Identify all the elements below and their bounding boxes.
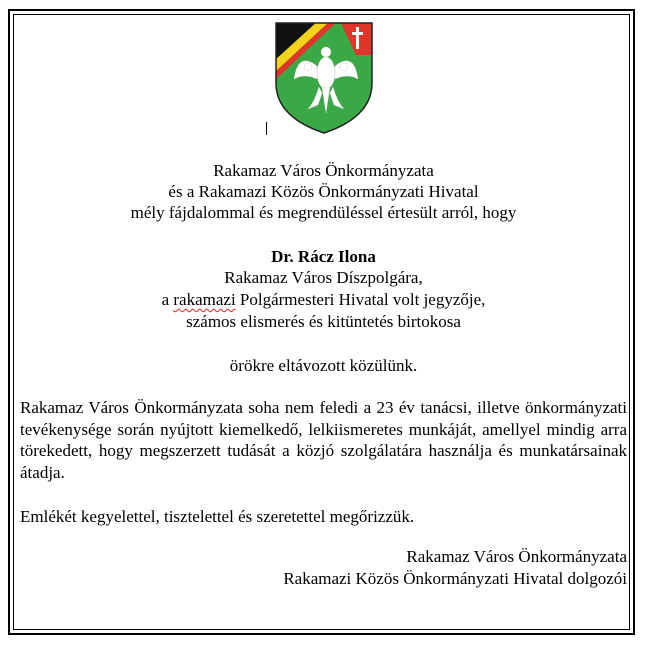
header-line-3: mély fájdalommal és megrendüléssel értesült arról, hogy bbox=[130, 203, 517, 222]
header-line-2: és a Rakamazi Közös Önkormányzati Hivatal bbox=[168, 182, 479, 201]
title2-suffix: Polgármesteri Hivatal volt jegyzője, bbox=[235, 290, 486, 309]
title2-prefix: a bbox=[161, 290, 174, 309]
deceased-title-2 bbox=[0, 289, 647, 310]
deceased-title-3: számos elismerés és kitüntetés birtokosa bbox=[186, 312, 461, 331]
deceased-name: Dr. Rácz Ilona bbox=[271, 247, 376, 266]
stray-mark bbox=[266, 122, 267, 135]
deceased-title-1: Rakamaz Város Díszpolgára, bbox=[224, 268, 423, 287]
passing-line: örökre eltávozott közülünk. bbox=[229, 356, 418, 375]
signature-line-1: Rakamaz Város Önkormányzata bbox=[406, 547, 627, 566]
remembrance-paragraph: Emlékét kegyelettel, tisztelettel és szeretettel megőrizzük. bbox=[20, 507, 415, 526]
spellcheck-word: rakamazi bbox=[173, 290, 236, 309]
tribute-paragraph: Rakamaz Város Önkormányzata soha nem feledi a 23 év tanácsi, illetve önkormányzati tevékenysége során nyújtott kiemelkedő, lelkiismeretes munkáját, amellyel mindig arra törekedett, hogy megszerzett tudását a közjó szolgálatára használja és munkatársainak átadja. bbox=[20, 398, 627, 482]
header-line-1: Rakamaz Város Önkormányzata bbox=[213, 161, 434, 180]
coat-of-arms-icon bbox=[274, 21, 374, 134]
signature-line-2: Rakamazi Közös Önkormányzati Hivatal dolgozói bbox=[283, 569, 627, 588]
